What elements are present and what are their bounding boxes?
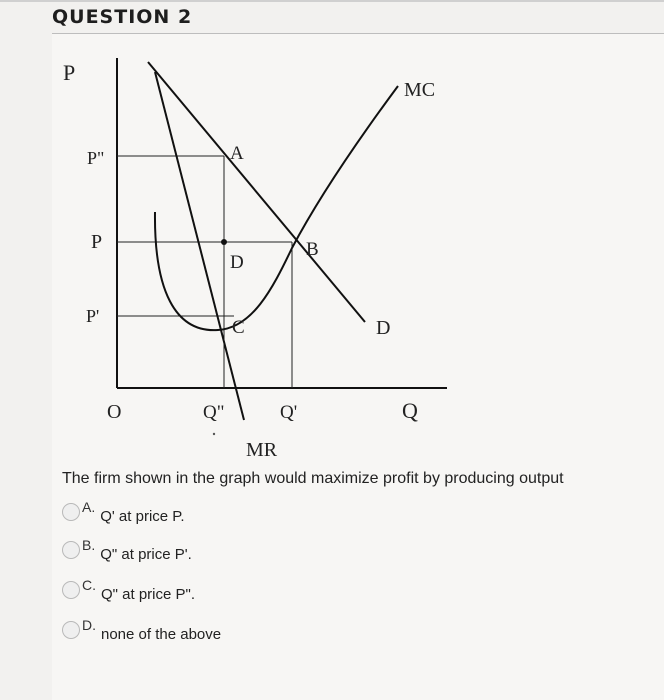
choice-a[interactable] (62, 500, 185, 524)
choice-d[interactable] (62, 618, 221, 642)
demand-curve (148, 62, 365, 322)
choice-a-letter: A. (82, 499, 96, 515)
point-d-label: D (230, 252, 244, 273)
point-a-label: A (230, 143, 244, 164)
choice-a-text: Q' at price P. (100, 508, 185, 525)
q-axis-label: Q (402, 398, 418, 423)
p-double-prime-label: P" (87, 148, 105, 168)
choice-b-letter: B. (82, 537, 96, 553)
origin-label: O (107, 401, 122, 423)
question-title: QUESTION 2 (52, 6, 193, 28)
choice-b-radio[interactable] (62, 541, 80, 559)
choice-c-radio[interactable] (62, 581, 80, 599)
question-text: The firm shown in the graph would maximize profit by producing output (62, 470, 564, 487)
marginal-cost-curve (155, 86, 398, 330)
p-label: P (91, 231, 103, 253)
choice-b[interactable] (62, 538, 192, 562)
p-prime-label: P' (86, 306, 100, 326)
mc-label: MC (404, 79, 436, 101)
point-c-label: C (232, 317, 245, 338)
q-double-prime-label: Q" (203, 402, 225, 423)
choice-c-text: Q" at price P". (101, 586, 196, 603)
choice-d-text: none of the above (101, 626, 222, 643)
mr-label: MR (246, 439, 278, 461)
choice-c-letter: C. (82, 577, 96, 593)
q-prime-label: Q' (280, 402, 298, 423)
demand-label: D (376, 317, 391, 339)
choice-d-radio[interactable] (62, 621, 80, 639)
choice-a-radio[interactable] (62, 503, 80, 521)
choice-b-text: Q" at price P'. (100, 546, 192, 563)
axis-dot (213, 433, 215, 435)
choice-d-letter: D. (82, 617, 96, 633)
p-axis-label: P (63, 60, 76, 85)
point-d-dot (221, 239, 227, 245)
choice-c[interactable] (62, 578, 195, 602)
point-b-label: B (306, 239, 319, 260)
